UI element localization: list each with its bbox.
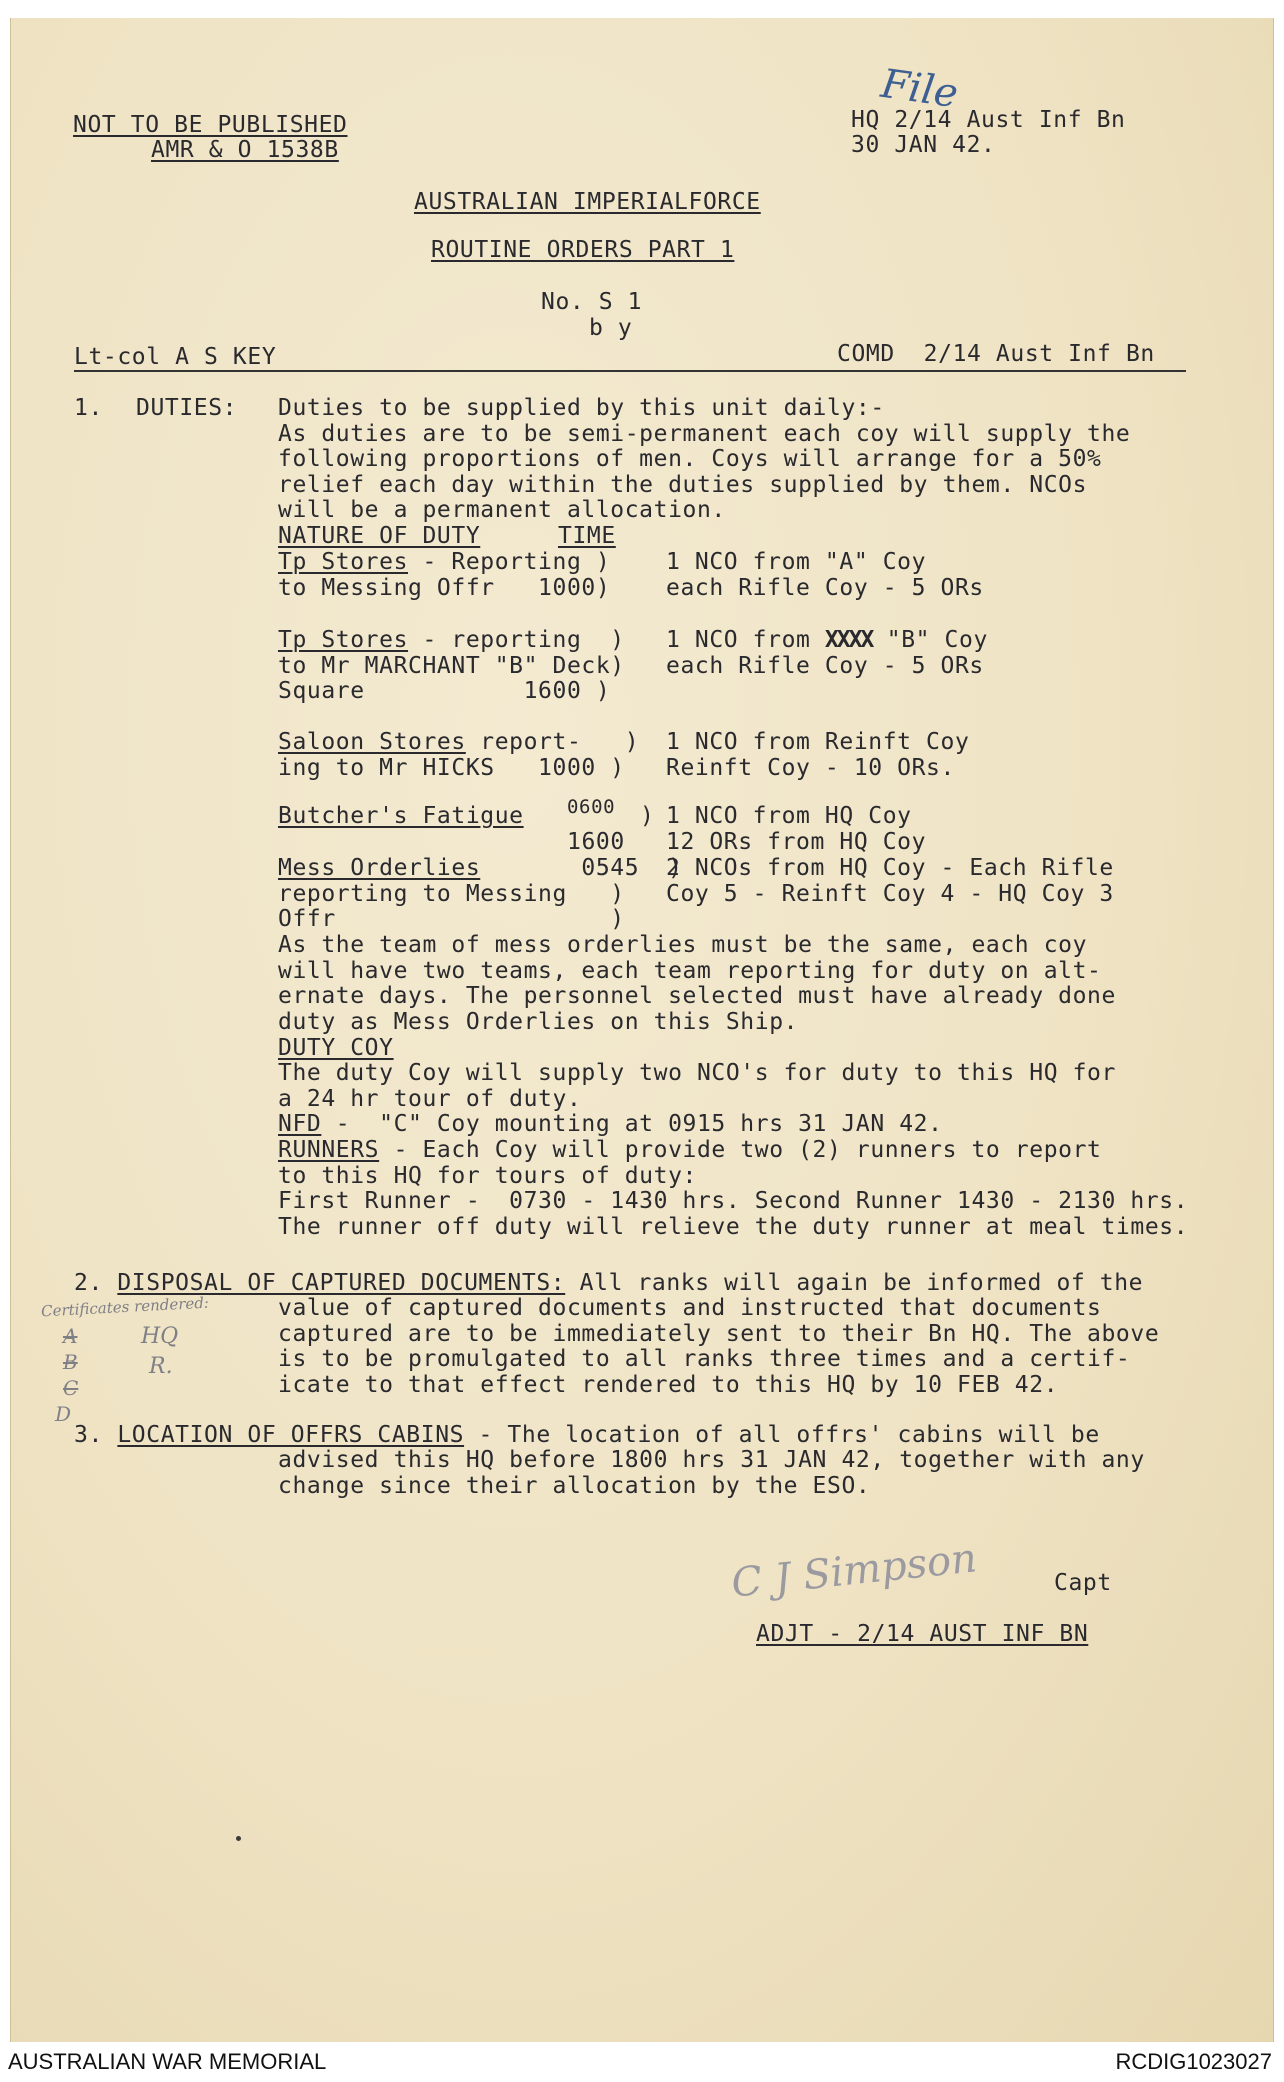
nfd-label: NFD bbox=[278, 1111, 322, 1137]
butcher-time-end: 1600 bbox=[567, 829, 625, 855]
hq-unit: HQ 2/14 Aust Inf Bn bbox=[851, 107, 1126, 133]
order-number: No. S 1 bbox=[541, 289, 643, 315]
bracket: ) bbox=[640, 803, 655, 829]
file-stamp: File bbox=[878, 60, 961, 118]
section3-heading-line: 3. LOCATION OF OFFRS CABINS - The location of all offrs' cabins will be bbox=[74, 1422, 1100, 1448]
section1-intro bbox=[278, 396, 1130, 524]
margin-mark: A bbox=[63, 1324, 78, 1348]
signatory-title: ADJT - 2/14 AUST INF BN bbox=[756, 1621, 1089, 1647]
duty-supply-mess-orderlies: 2 NCOs from HQ Coy - Each Rifle Coy 5 - Reinft Coy 4 - HQ Coy 3 bbox=[666, 855, 1114, 907]
section1-heading: DUTIES: bbox=[136, 395, 238, 421]
issuer-rule bbox=[74, 370, 1186, 372]
col-time-heading: TIME bbox=[558, 523, 616, 549]
footer-institution: AUSTRALIAN WAR MEMORIAL bbox=[8, 2049, 327, 2074]
orders-title: ROUTINE ORDERS PART 1 bbox=[431, 237, 735, 263]
duty-name-butchers-fatigue: Butcher's Fatigue bbox=[278, 803, 524, 829]
margin-mark: R. bbox=[149, 1354, 173, 1379]
intro-line: As duties are to be semi-permanent each coy will supply the bbox=[278, 420, 1131, 447]
nfd-line: NFD - "C" Coy mounting at 0915 hrs 31 JAN 42. bbox=[278, 1111, 943, 1137]
margin-note: Certificates rendered: bbox=[40, 1293, 210, 1321]
paper-speck bbox=[236, 1836, 241, 1841]
duty-coy-heading: DUTY COY bbox=[278, 1035, 394, 1061]
section2-body: value of captured documents and instructed that documents captured are to be immediately sent to their Bn HQ. The above is to be promulgated to all ranks three times and a certif- icate to that effect rendered to this HQ by 10 FEB 42. bbox=[278, 1295, 1160, 1398]
duty-supply-saloon-stores: 1 NCO from Reinft Coy Reinft Coy - 10 ORs. bbox=[666, 729, 970, 781]
issuer-name: Lt-col A S KEY bbox=[74, 344, 277, 370]
duty-supply-butchers-fatigue: 1 NCO from HQ Coy 12 ORs from HQ Coy bbox=[666, 803, 927, 855]
section2-heading-line: 2. DISPOSAL OF CAPTURED DOCUMENTS: All ranks will again be informed of the bbox=[74, 1270, 1144, 1296]
duty-row-mess-orderlies: Mess Orderlies 0545 ) reporting to Messing ) Offr ) bbox=[278, 855, 683, 933]
mess-orderlies-note: As the team of mess orderlies must be the same, each coy will have two teams, each team reporting for duty on alt- ernate days. The personnel selected must have already done duty as Mess Orderlies on this Ship. bbox=[278, 932, 1116, 1035]
section3-heading: LOCATION OF OFFRS CABINS bbox=[117, 1422, 465, 1448]
intro-line: following proportions of men. Coys will arrange for a 50% bbox=[278, 446, 1102, 473]
margin-mark: C bbox=[63, 1376, 79, 1400]
section1-number: 1. bbox=[74, 395, 103, 421]
signature: C J Simpson bbox=[729, 1535, 979, 1607]
margin-mark: D bbox=[55, 1402, 72, 1426]
duty-coy-text: The duty Coy will supply two NCO's for duty to this HQ for a 24 hr tour of duty. bbox=[278, 1060, 1116, 1112]
section3-body: advised this HQ before 1800 hrs 31 JAN 42, together with any change since their allocation by the ESO. bbox=[278, 1447, 1145, 1499]
duty-supply-tp-stores-1: 1 NCO from "A" Coy each Rifle Coy - 5 ORs bbox=[666, 549, 984, 601]
runners-block: RUNNERS - Each Coy will provide two (2) runners to report to this HQ for tours of duty: First Runner - 0730 - 1430 hrs. Second Runner 1430 - 2130 hrs. The runner off duty will relieve the duty runner at meal times. bbox=[278, 1137, 1189, 1240]
reference-number: AMR & O 1538B bbox=[151, 137, 339, 163]
duty-name: Tp Stores bbox=[278, 627, 409, 653]
duty-name: Tp Stores bbox=[278, 549, 409, 575]
footer-record-id: RCDIG1023027 bbox=[1115, 2049, 1272, 2074]
signatory-rank: Capt bbox=[1054, 1570, 1112, 1596]
duty-row-saloon-stores: Saloon Stores report- ) ing to Mr HICKS 1000 ) bbox=[278, 729, 640, 781]
duty-row-tp-stores-1: Tp Stores - Reporting ) to Messing Offr 1000) bbox=[278, 549, 611, 601]
force-title: AUSTRALIAN IMPERIALFORCE bbox=[414, 189, 761, 215]
runners-label: RUNNERS bbox=[278, 1137, 380, 1163]
by-label: b y bbox=[589, 315, 633, 341]
section2-heading: DISPOSAL OF CAPTURED DOCUMENTS: bbox=[117, 1270, 566, 1296]
duty-row-tp-stores-2: Tp Stores - reporting ) to Mr MARCHANT "B" Deck) Square 1600 ) bbox=[278, 627, 625, 705]
margin-mark: HQ bbox=[141, 1324, 179, 1349]
restriction-label: NOT TO BE PUBLISHED bbox=[73, 112, 348, 138]
butcher-time-start: 0600 bbox=[567, 796, 616, 818]
col-nature-heading: NATURE OF DUTY bbox=[278, 523, 481, 549]
intro-line: relief each day within the duties supplied by them. NCOs bbox=[278, 471, 1088, 498]
margin-mark: B bbox=[63, 1350, 78, 1374]
duty-name: Saloon Stores bbox=[278, 729, 466, 755]
document-date: 30 JAN 42. bbox=[851, 132, 996, 158]
intro-line: Duties to be supplied by this unit daily:- bbox=[278, 395, 885, 421]
section3-number: 3. bbox=[74, 1422, 103, 1448]
duty-name: Mess Orderlies bbox=[278, 855, 481, 881]
duty-supply-tp-stores-2: 1 NCO from XXXX "B" Coy each Rifle Coy - 5 ORs bbox=[666, 627, 988, 679]
section2-number: 2. bbox=[74, 1270, 103, 1296]
issuer-command: COMD 2/14 Aust Inf Bn bbox=[837, 341, 1155, 367]
struck-text: XXXX bbox=[824, 627, 873, 653]
intro-line: will be a permanent allocation. bbox=[278, 497, 726, 524]
document-page bbox=[10, 18, 1274, 2042]
